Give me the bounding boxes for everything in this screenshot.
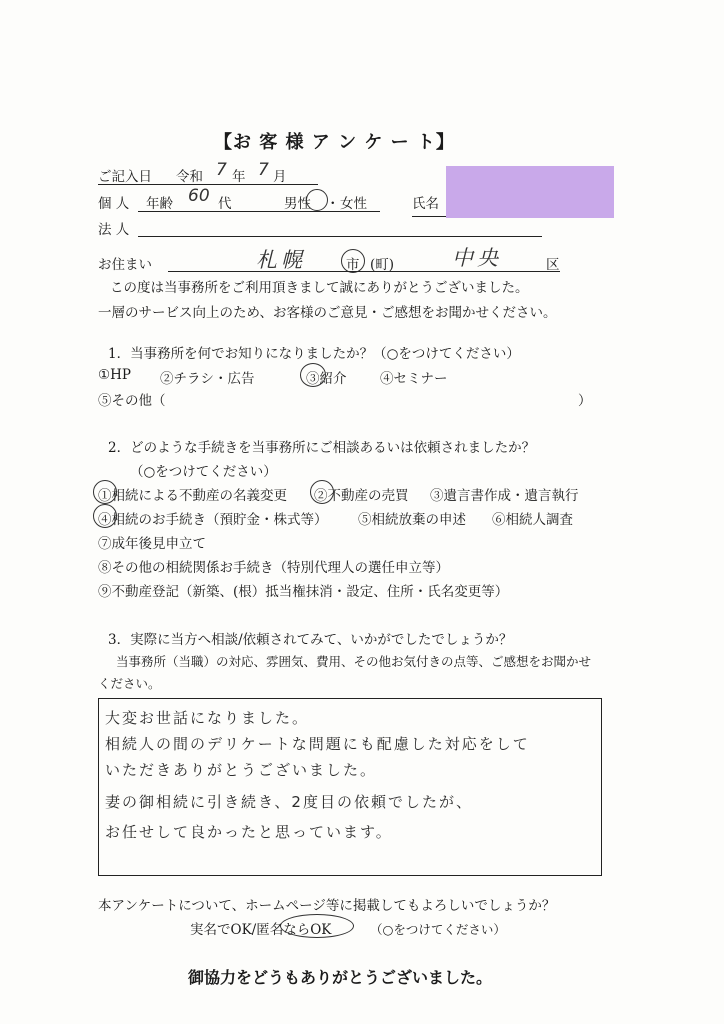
q3-subtext-1: 当事務所（当職）の対応、雰囲気、費用、その他お気付きの点等、ご感想をお聞かせ: [116, 654, 592, 669]
q1-option-seminar: ④セミナー: [380, 371, 448, 387]
month-value: 7: [258, 160, 269, 180]
q3-question: 3．実際に当方へ相談/依頼されてみて、いかがでしたでしょうか？: [108, 632, 513, 648]
ward-value: 中央: [452, 246, 502, 270]
q3-subtext-2: ください。: [98, 676, 161, 691]
q2-option-1: ①相続による不動産の名義変更: [98, 488, 287, 504]
address-label: お住まい: [98, 257, 152, 273]
comment-line-5: お任せして良かったと思っています。: [105, 823, 393, 841]
q1-other-label: ⑤その他（: [98, 393, 166, 409]
q1-option-hp: ①HP: [98, 367, 131, 383]
corporate-underline: [138, 236, 542, 237]
q2-option-6: ⑥相続人調査: [492, 512, 573, 528]
q1-option-referral: ③紹介: [306, 371, 347, 387]
town-unit: (町): [370, 257, 395, 273]
corporate-label: 法 人: [98, 222, 130, 238]
q1-referral-circle: [300, 363, 326, 387]
month-suffix: 月: [273, 169, 287, 185]
intro-line-1: この度は当事務所をご利用頂きまして誠にありがとうございました。: [110, 280, 529, 296]
q1-question: 1．当事務所を何でお知りになりましたか？（○をつけてください）: [108, 346, 520, 362]
name-label: 氏名: [412, 196, 439, 212]
intro-line-2: 一層のサービス向上のため、お客様のご意見・ご感想をお聞かせください。: [98, 305, 557, 321]
male-selection-circle: [306, 189, 328, 211]
consent-question: 本アンケートについて、ホームページ等に掲載してもよろしいでしょうか？: [98, 898, 556, 914]
closing-message: 御協力をどうもありがとうございました。: [188, 968, 493, 987]
q1-option-flyer: ②チラシ・広告: [160, 371, 255, 387]
comment-line-2: 相続人の間のデリケートな問題にも配慮した対応をして: [105, 735, 530, 753]
consent-selection-ellipse: [280, 914, 354, 938]
gender-male: 男性: [284, 196, 311, 212]
q2-option-3: ③遺言書作成・遺言執行: [430, 488, 579, 504]
comment-line-3: いただきありがとうございました。: [105, 761, 378, 779]
city-selection-circle: [341, 249, 365, 273]
q2-option-2: ②不動産の売買: [314, 488, 409, 504]
consent-answer: 実名でOK/匿名ならOK: [190, 922, 332, 938]
gender-female: 女性: [340, 196, 367, 212]
year-value: 7: [216, 160, 227, 180]
age-label: 年齢: [146, 196, 173, 212]
age-suffix: 代: [218, 196, 232, 212]
era-label: 令和: [176, 169, 203, 185]
q2-note: （○をつけてください）: [130, 464, 277, 480]
ward-unit: 区: [546, 257, 560, 273]
q2-option-5: ⑤相続放棄の申述: [358, 512, 466, 528]
date-underline: [98, 184, 318, 185]
survey-title: 【お 客 様 ア ン ケ ー ト】: [214, 132, 455, 153]
individual-underline: [138, 211, 380, 212]
q1-other-close: ）: [578, 393, 592, 409]
comment-box: [98, 698, 602, 876]
q2-option-8: ⑧その他の相続関係お手続き（特別代理人の選任申立等）: [98, 560, 449, 576]
q2-question: 2．どのような手続きを当事務所にご相談あるいは依頼されましたか？: [108, 440, 536, 456]
q2-option-2-circle: [310, 480, 334, 504]
q2-option-9: ⑨不動産登記（新築、(根）抵当権抹消・設定、住所・氏名変更等）: [98, 584, 509, 600]
consent-note: （○をつけてください）: [370, 922, 506, 937]
individual-label: 個 人: [98, 196, 130, 212]
gender-separator: ・: [326, 196, 340, 212]
year-suffix: 年: [232, 169, 246, 185]
date-label: ご記入日: [98, 169, 152, 185]
city-unit: 市: [346, 257, 360, 273]
comment-line-4: 妻の御相続に引き続き、2度目の依頼でしたが、: [105, 793, 473, 811]
age-value: 60: [188, 186, 210, 206]
redacted-name-box: [446, 166, 614, 218]
q2-option-7: ⑦成年後見申立て: [98, 536, 206, 552]
q2-option-4: ④相続のお手続き（預貯金・株式等）: [98, 512, 328, 528]
address-underline: [168, 271, 560, 272]
q2-option-1-circle: [93, 480, 117, 504]
q2-option-4-circle: [93, 504, 117, 528]
city-value: 札幌: [256, 248, 306, 272]
comment-line-1: 大変お世話になりました。: [105, 709, 310, 727]
